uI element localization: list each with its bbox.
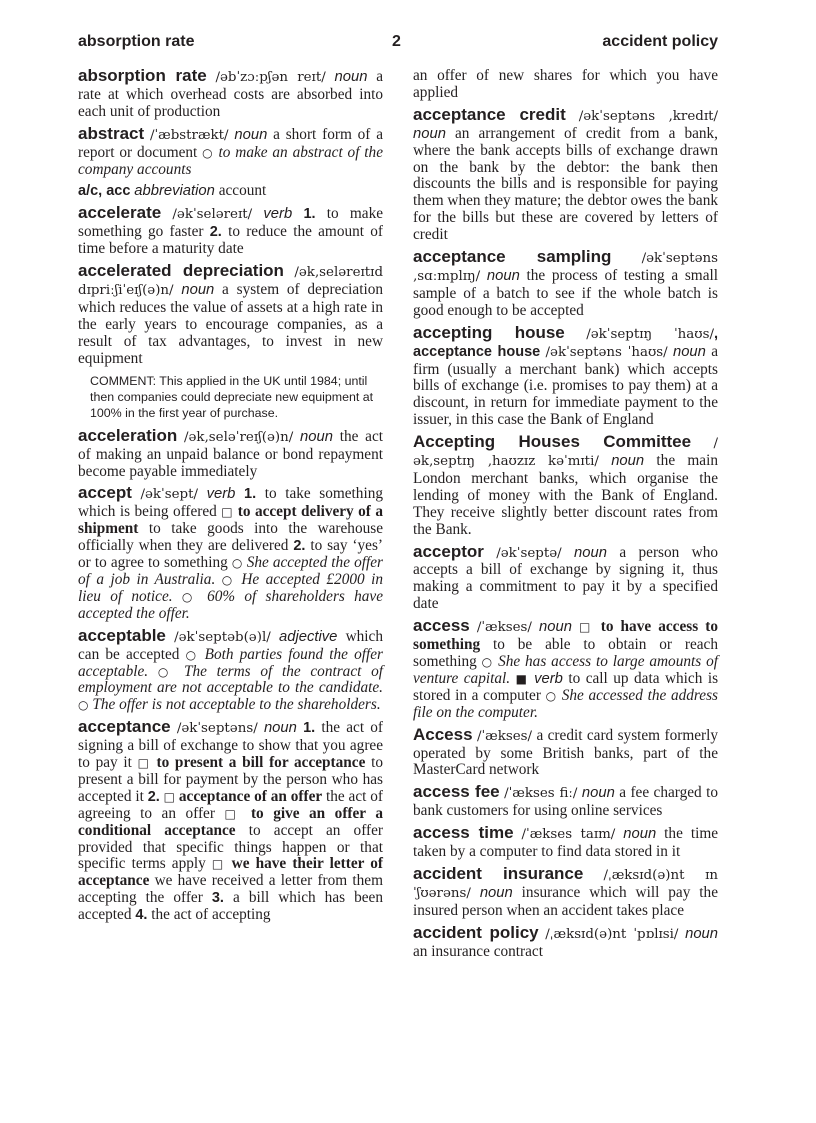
definition-text: to call up data which is stored in a computer [413,669,719,704]
definition-text [470,618,477,635]
pronunciation: /ˈækses fiː/ [504,786,578,802]
dictionary-entry [413,922,719,961]
definition-text: to be able to obtain or reach something [413,636,718,670]
definition-text [293,428,300,445]
definition-text: an arrangement of credit from a bank, where the bank accepts bills of exchange drawn on the bank by the debtor: the bank then discounts the bills and is responsible for paying them when they mature; the debtor owes the bank for the bills but these are covered by letters of credit [413,124,718,244]
example-circle-icon: ○ [181,589,198,604]
definition-text: the act of agreeing to an offer [78,787,383,822]
headword: absorption rate [78,66,207,85]
example-text: Both parties found the offer acceptable. [78,645,384,680]
dictionary-entry [413,863,718,920]
headword: acceptance [78,717,171,737]
pronunciation: /ək‚seləˈreɪʃ(ə)n/ [184,429,294,445]
part-of-speech: noun [672,343,706,360]
part-of-speech: abbreviation [134,183,215,200]
part-of-speech: noun [263,720,297,737]
pronunciation: /əkˈseptə/ [496,545,562,561]
part-of-speech: noun [623,826,657,843]
definition-text: to accept an offer provided that specific things happen or that specific terms apply [78,821,384,873]
definition-text: an offer of new shares for which you have applied [413,67,718,101]
definition-text [565,325,586,342]
pronunciation: /ˌæksɪd(ə)nt ɪnˈʃʊərəns/ [413,867,718,901]
definition-text: a short form of a report or document [78,125,383,161]
example-text: She accepted the offer of a job in Australia. [78,554,383,588]
pronunciation: /ˈækses taɪm/ [521,827,616,843]
definition-text [198,588,207,605]
pronunciation: /əbˈzɔːpʃən reɪt/ [215,70,326,85]
example-text: 60% of shareholders have accepted the offer. [78,587,383,622]
phrase-square-icon: □ [163,789,176,804]
definition-text: the act of signing a bill of exchange to show that you agree to pay it [78,719,384,772]
definition-text: account [214,182,267,200]
example-circle-icon: ○ [481,655,494,669]
new-pos-square-icon: ■ [515,671,529,686]
dictionary-entry [413,724,718,780]
example-circle-icon: ○ [202,145,214,160]
definition-text [572,618,579,635]
pronunciation: /əkˈseptəns ‚sɑːmplɪŋ/ [413,251,718,284]
sense-number: 1. [303,206,316,223]
definition-text [562,544,574,561]
headword: accelerated depreciation [78,261,284,281]
headword: accepting house [413,322,565,342]
example-circle-icon: ○ [545,688,558,703]
headword: access time [413,823,514,843]
part-of-speech: adjective [278,628,338,645]
comment-note: COMMENT: This applied in the UK until 1984; until then companies could depreciate new equipment at 100% in the first year of purchase. [90,373,374,421]
definition-text [252,205,263,222]
definition-text: to take something which is being offered [78,485,384,521]
sense-number: 3. [211,890,224,907]
definition-text [271,628,279,645]
phrase: we have their letter of acceptance [78,855,384,890]
headword: access [413,616,470,636]
phrase-square-icon: □ [137,756,151,771]
pronunciation: /ˈækses/ [476,620,532,636]
headword: acceptance sampling [413,247,612,267]
headword: accident insurance [413,863,584,883]
dictionary-entry [78,68,383,121]
definition-text [177,428,184,445]
dictionary-entry [78,425,383,481]
headword: acceptable [78,625,166,645]
pronunciation: /əkˈseptɪŋ ˈhaʊs/ [586,326,714,342]
dictionary-entry [413,541,718,614]
part-of-speech: noun [479,884,513,901]
dictionary-entry [78,183,383,200]
definition-text [148,663,158,680]
headword-variant: , acceptance house [413,325,718,360]
phrase-square-icon: □ [579,620,594,635]
headword: Access [413,724,473,744]
definition-text [471,884,480,901]
definition-text [326,68,335,85]
definition-text [198,485,207,502]
dictionary-entry [413,434,718,538]
headword: acceleration [78,425,178,445]
running-head-left: absorption rate [78,33,195,50]
definition-text [284,263,294,280]
definition-text: the main London merchant banks, which organise the lending of money with the Bank of England. They receive slightly better discount rates from the Bank. [413,452,718,538]
example-text: to make an abstract of the company accounts [78,143,383,178]
dictionary-entry [413,104,718,244]
part-of-speech: noun [413,125,446,142]
headword: acceptor [413,541,484,561]
definition-text [480,267,487,284]
definition-text: which can be accepted [78,627,383,663]
phrase-square-icon: □ [224,806,242,821]
definition-text [166,628,174,645]
phrase: to accept delivery of a shipment [78,503,384,538]
definition-text [594,618,601,635]
definition-text: the time taken by a computer to find data stored in it [413,825,719,861]
definition-text [583,866,603,883]
sense-number: 2. [147,788,160,805]
phrase-square-icon: □ [211,857,226,872]
headword-variant: a/c, acc [78,183,131,200]
page-number: 2 [392,33,401,50]
definition-text [611,249,641,266]
sense-number: 2. [209,224,222,241]
definition-text [241,805,251,822]
pronunciation: /əkˈseptəb(ə)l/ [174,629,271,645]
part-of-speech: noun [486,267,520,284]
part-of-speech: noun [234,126,268,143]
definition-text: insurance which will pay the insured person when an accident takes place [413,883,718,919]
part-of-speech: noun [181,281,215,298]
example-text: The terms of the contract of employment are not acceptable to the candidate. [78,662,383,697]
dictionary-entry [78,485,383,622]
definition-text: the act of accepting [147,906,271,924]
pronunciation: /ˈækses/ [476,728,533,744]
definition-text: we have received a letter from them accepting the offer [78,872,383,907]
part-of-speech: noun [581,785,615,802]
pronunciation: /əkˈseptəns/ [176,721,258,737]
part-of-speech: noun [334,69,368,85]
definition-text [161,205,172,222]
example-circle-icon: ○ [185,647,199,662]
pronunciation: /ək‚seləreɪtɪd dɪpriːʃiˈeɪʃ(ə)n/ [78,265,384,298]
definition-text [566,107,579,124]
dictionary-entry [78,123,383,179]
dictionary-entry [413,784,718,820]
example-text: The offer is not acceptable to the shareholders. [92,696,381,714]
definition-text: to reduce the amount of time before a maturity date [78,223,384,258]
headword: access fee [413,782,500,802]
pronunciation: /ˈæbstrækt/ [149,127,229,143]
pronunciation: /əkˈseləreɪt/ [172,207,253,223]
dictionary-entry [78,719,383,924]
part-of-speech: verb [206,486,236,503]
running-head-right: accident policy [602,33,718,50]
definition-text: a rate at which overhead costs are absorbed into each unit of production [78,68,383,120]
example-circle-icon: ○ [221,572,235,587]
dictionary-entry [413,618,718,721]
headword: acceptance credit [413,104,566,124]
definition-text [484,544,496,561]
definition-text [174,663,184,680]
pronunciation: /əkˈseptəns ‚kredɪt/ [578,108,718,124]
example-text: He accepted £2000 in lieu of notice. [78,570,383,605]
left-column [78,68,383,929]
dictionary-entry [78,263,383,367]
definition-text [235,485,244,502]
definition-text [173,588,182,605]
part-of-speech: verb [263,206,293,223]
part-of-speech: verb [534,670,563,687]
example-circle-icon: ○ [231,556,243,571]
part-of-speech: noun [539,619,572,636]
right-column [413,68,718,966]
sense-number: 1. [303,720,316,737]
phrase-square-icon: □ [221,505,234,520]
headword: abstract [78,123,145,143]
definition-text: a credit card system formerly operated by some British banks, part of the MasterCard network [413,726,718,779]
dictionary-entry [413,322,718,429]
definition-text: a fee charged to bank customers for using online services [413,784,718,820]
definition-text: a bill which has been accepted [78,889,383,924]
pronunciation: /əkˈseptəns ˈhaʊs/ [545,344,668,360]
phrase: to have access to something [413,618,718,654]
definition-text [532,618,539,635]
sense-number: 4. [135,907,148,924]
definition-text [599,452,611,469]
headword: accept [78,483,132,503]
dictionary-entry [413,68,718,102]
sense-number: 2. [293,538,306,555]
sense-number: 1. [244,486,257,503]
definition-text [691,434,713,451]
dictionary-entry [413,825,718,861]
definition-text: to take goods into the warehouse officially when they are delivered [78,520,383,555]
dictionary-entry [78,205,383,258]
definition-text: the act of making an unpaid balance or bond repayment become payable immediately [78,427,383,480]
definition-text: to present a bill for payment by the person who has accepted it [78,754,383,805]
pronunciation: /əkˈsept/ [140,487,198,503]
example-text: She has access to large amounts of venture capital. [413,653,718,687]
definition-text: an insurance contract [413,942,543,960]
headword: accelerate [78,203,162,223]
part-of-speech: noun [300,428,333,445]
headword: Accepting Houses Committee [413,432,692,452]
definition-text [514,825,522,842]
example-circle-icon: ○ [78,698,89,713]
phrase: acceptance of an offer [178,787,323,805]
part-of-speech: noun [574,544,607,561]
part-of-speech: noun [685,925,719,942]
headword: accident policy [413,922,539,942]
definition-text [292,205,303,222]
example-circle-icon: ○ [157,664,175,679]
definition-text: a system of depreciation which reduces the value of assets at a high rate in the early years to encourage companies, as a result of tax advantages, to invest in new equipment [78,280,383,367]
definition-text: to say ‘yes’ or to agree to something [78,537,384,572]
definition-text: to make something go faster [78,205,384,241]
definition-text: the process of testing a small sample of a batch to see if the whole batch is good enough to be accepted [413,266,718,319]
example-text: She accessed the address file on the computer. [413,686,718,721]
definition-text: a firm (usually a merchant bank) which accepts bills of exchange (i.e. promises to pay them) at a discount, in return for immediate payment to the issuer, in this case the Bank of England [413,342,718,429]
dictionary-entry [78,625,384,715]
part-of-speech: noun [611,453,645,470]
pronunciation: /ˌæksɪd(ə)nt ˈpɒlɪsi/ [545,926,679,942]
dictionary-entry [413,249,718,320]
pronunciation: /ək‚septɪŋ ‚haʊzɪz kəˈmɪti/ [413,436,718,470]
phrase: to present a bill for acceptance [156,754,366,772]
definition-text: a person who accepts a bill of exchange by signing it, thus making a commitment to pay it by a specified date [413,543,718,613]
phrase: to give an offer a conditional acceptance [78,804,383,839]
